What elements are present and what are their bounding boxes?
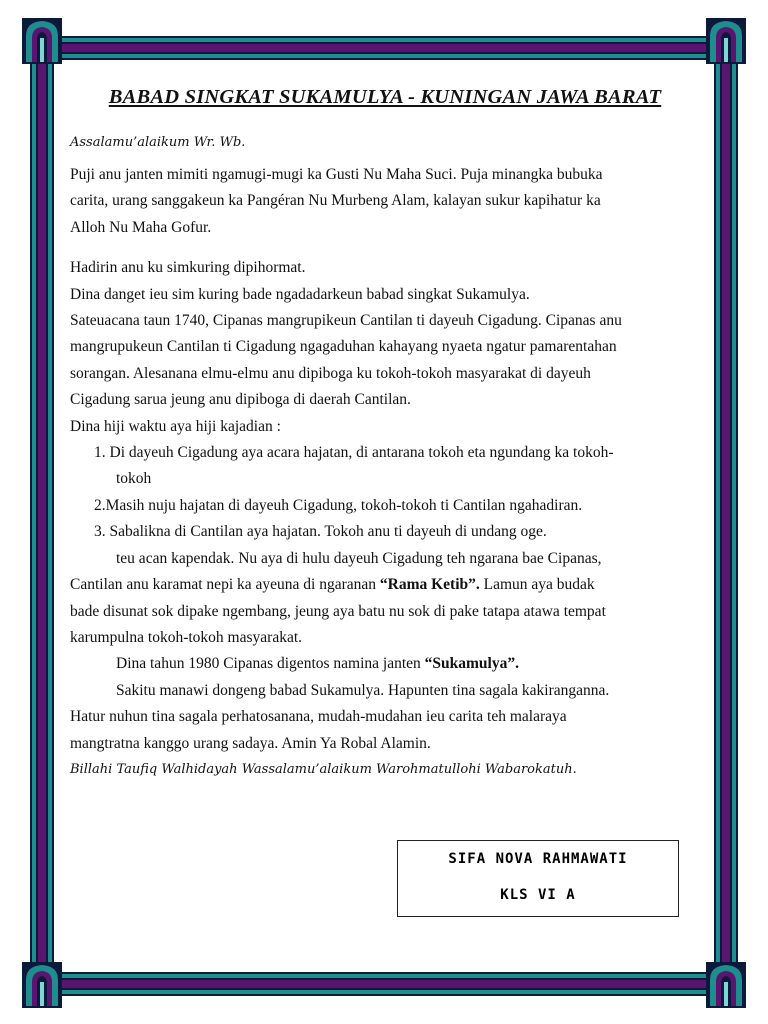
ending-line: Sakitu manawi dongeng babad Sukamulya. Hapunten tina sagala kakiranganna. xyxy=(116,681,610,699)
opening-line: Alloh Nu Maha Gofur. xyxy=(70,218,212,236)
corner-ornament-icon xyxy=(22,18,62,64)
corner-ornament-icon xyxy=(22,962,62,1008)
bold-term: “Sukamulya”. xyxy=(424,655,519,673)
body-line: Cigadung sarua jeung anu dipiboga di daerah Cantilan. xyxy=(70,391,411,409)
opening-line: Puji anu janten mimiti ngamugi-mugi ka Gusti Nu Maha Suci. Puja minangka bubuka xyxy=(70,166,603,183)
border-left xyxy=(30,36,54,996)
text-segment: Lamun aya budak xyxy=(479,576,595,594)
body-line: Hadirin anu ku simkuring dipihormat. xyxy=(70,259,306,277)
border-top xyxy=(30,36,738,60)
body-line: teu acan kapendak. Nu aya di hulu dayeuh Cigadung teh ngarana bae Cipanas, xyxy=(116,549,602,567)
body-line: Dina danget ieu sim kuring bade ngadadarkeun babad singkat Sukamulya. xyxy=(70,285,530,303)
body-line: karumpulna tokoh-tokoh masyarakat. xyxy=(70,628,303,646)
author-name: SIFA NOVA RAHMAWATI xyxy=(448,851,628,867)
document-body xyxy=(70,86,700,783)
list-item: 3. Sabalikna di Cantilan aya hajatan. Tokoh anu ti dayeuh di undang oge. xyxy=(94,523,547,541)
border-right xyxy=(714,36,738,996)
body-line: mangrupukeun Cantilan ti Cigadung ngagaduhan kahayang nyaeta ngatur pamarentahan xyxy=(70,338,617,356)
border-bottom xyxy=(30,972,738,996)
corner-ornament-icon xyxy=(706,962,746,1008)
closing-salutation: Billahi Taufiq Walhidayah Wassalamu’alaikum Warohmatullohi Wabarokatuh. xyxy=(70,761,577,777)
signature-box xyxy=(397,840,679,917)
list-item-continuation: tokoh xyxy=(116,470,152,488)
corner-ornament-icon xyxy=(706,18,746,64)
body-line: Sateuacana taun 1740, Cipanas mangrupikeun Cantilan ti dayeuh Cigadung. Cipanas anu xyxy=(70,312,622,330)
ending-line: mangtratna kanggo urang sadaya. Amin Ya Robal Alamin. xyxy=(70,734,431,752)
opening-line: carita, urang sanggakeun ka Pangéran Nu Murbeng Alam, kalayan sukur kapihatur ka xyxy=(70,192,601,210)
page-title: BABAD SINGKAT SUKAMULYA - KUNINGAN JAWA BARAT xyxy=(108,86,662,108)
author-class: KLS VI A xyxy=(500,887,576,903)
body-line: bade disunat sok dipake ngembang, jeung aya batu nu sok di pake tatapa atawa tempat xyxy=(70,602,606,620)
bold-term: “Rama Ketib”. xyxy=(379,576,480,594)
greeting: Assalamu’alaikum Wr. Wb. xyxy=(70,135,246,150)
text-segment: Cantilan anu karamat nepi ka ayeuna di ngaranan xyxy=(70,576,380,594)
text-segment: Dina tahun 1980 Cipanas digentos namina janten xyxy=(116,655,425,673)
body-line: sorangan. Alesanana elmu-elmu anu dipiboga ku tokoh-tokoh masyarakat di dayeuh xyxy=(70,364,591,382)
list-item: 2.Masih nuju hajatan di dayeuh Cigadung, tokoh-tokoh ti Cantilan ngahadiran. xyxy=(94,496,583,514)
body-line xyxy=(70,572,700,598)
list-item: 1. Di dayeuh Cigadung aya acara hajatan, di antarana tokoh eta ngundang ka tokoh- xyxy=(94,444,614,462)
ending-line: Hatur nuhun tina sagala perhatosanana, mudah-mudahan ieu carita teh malaraya xyxy=(70,708,567,726)
body-line: Dina hiji waktu aya hiji kajadian : xyxy=(70,417,281,435)
body-line xyxy=(70,651,700,677)
